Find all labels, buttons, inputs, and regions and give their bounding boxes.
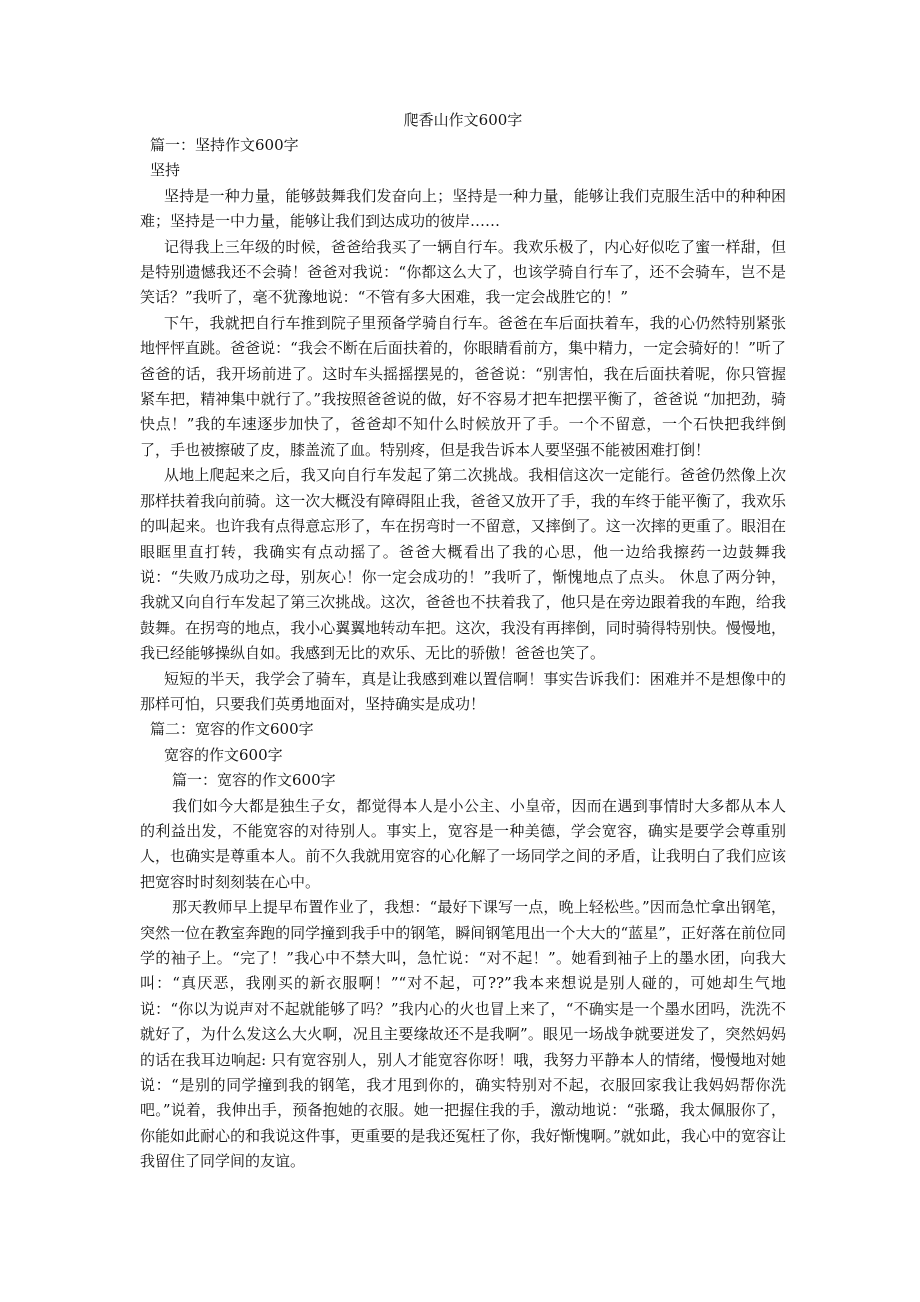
section1-paragraph-4: 从地上爬起来之后，我又向自行车发起了第二次挑战。我相信这次一定能行。爸爸仍然像上次那样扶着我向前骑。这一次大概没有障碍阻止我，爸爸又放开了手，我的车终于能平衡了，我欢乐的叫起来。也许我有点得意忘形了，车在拐弯时一不留意，又摔倒了。这一次摔的更重了。眼泪在眼眶里直打转，我确实有点动摇了。爸爸大概看出了我的心思，他一边给我擦药一边鼓舞我说：“失败乃成功之母，别灰心！你一定会成功的！”我听了，惭愧地点了点头。 休息了两分钟，我就又向自行车发起了第三次挑战。这次，爸爸也不扶着我了，他只是在旁边跟着我的车跑，给我鼓舞。在拐弯的地点，我小心翼翼地转动车把。这次，我没有再摔倒，同时骑得特别快。慢慢地，我已经能够操纵自如。我感到无比的欢乐、无比的骄傲！爸爸也笑了。 — [140, 466, 787, 663]
section2-subtitle: 宽容的作文600字 — [164, 745, 283, 764]
section1-paragraph-2: 记得我上三年级的时候，爸爸给我买了一辆自行车。我欢乐极了，内心好似吃了蜜一样甜，但是特别遗憾我还不会骑！爸爸对我说：“你都这么大了，也该学骑自行车了，还不会骑车，岂不是笑话？”我听了，毫不犹豫地说：“不管有多大困难，我一定会战胜它的！” — [140, 237, 786, 307]
document-title: 爬香山作文600字 — [403, 111, 523, 129]
section1-paragraph-1: 坚持是一种力量，能够鼓舞我们发奋向上；坚持是一种力量，能够让我们克服生活中的种种困难；坚持是一中力量，能够让我们到达成功的彼岸…… — [140, 186, 786, 231]
section1-subtitle: 坚持 — [150, 161, 181, 180]
section1-heading: 篇一：坚持作文600字 — [150, 136, 299, 154]
section2-paragraph-2: 那天教师早上提早布置作业了，我想：“最好下课写一点，晚上轻松些。”因而急忙拿出钢笔，突然一位在教室奔跑的同学撞到我手中的钢笔，瞬间钢笔甩出一个大大的“蓝星”，正好落在前位同学的袖子上。“完了！”我心中不禁大叫，急忙说：“对不起！”。她看到袖子上的墨水团，向我大叫：“真厌恶，我刚买的新衣服啊！”“对不起，可??”我本来想说是别人碰的，可她却生气地说：“你以为说声对不起就能够了吗？”我内心的火也冒上来了，“不确实是一个墨水团吗，洗洗不就好了，为什么发这么大火啊，况且主要缘故还不是我啊”。眼见一场战争就要迸发了，突然妈妈的话在我耳边响起: 只有宽容别人，别人才能宽容你呀！哦，我努力平静本人的情绪，慢慢地对她说：“是别的同学撞到我的钢笔，我才甩到你的，确实特别对不起，衣服回家我让我妈妈帮你洗吧。”说着，我伸出手，预备抱她的衣服。她一把握住我的手，激动地说：“张璐，我太佩服你了，你能如此耐心的和我说这件事，更重要的是我还冤枉了你，我好惭愧啊。”就如此，我心中的宽容让我留住了同学间的友谊。 — [140, 898, 786, 1171]
section2-paragraph-1: 我们如今大都是独生子女，都觉得本人是小公主、小皇帝，因而在遇到事情时大多都从本人的利益出发，不能宽容的对待别人。事实上，宽容是一种美德，学会宽容，确实是要学会尊重别人，也确实是尊重本人。前不久我就用宽容的心化解了一场同学之间的矛盾，让我明白了我们应该把宽容时时刻刻装在心中。 — [140, 796, 786, 891]
document-page — [140, 108, 786, 1175]
section1-paragraph-3: 下午，我就把自行车推到院子里预备学骑自行车。爸爸在车后面扶着车，我的心仍然特别紧张地怦怦直跳。爸爸说：“我会不断在后面扶着的，你眼睛看前方，集中精力，一定会骑好的！”听了爸爸的话，我开场前进了。这时车头摇摇摆晃的，爸爸说：“别害怕，我在后面扶着呢，你只管握紧车把，精神集中就行了。”我按照爸爸说的做，好不容易才把车把摆平衡了，爸爸说 “加把劲，骑快点！”我的车速逐步加快了，爸爸却不知什么时候放开了手。一个不留意，一个石快把我绊倒了，手也被擦破了皮，膝盖流了血。特别疼，但是我告诉本人要坚强不能被困难打倒！ — [140, 313, 786, 459]
section1-paragraph-5: 短短的半天，我学会了骑车，真是让我感到难以置信啊！事实告诉我们：困难并不是想像中的那样可怕，只要我们英勇地面对，坚持确实是成功！ — [140, 669, 786, 713]
section2-subheading: 篇一：宽容的作文600字 — [172, 771, 336, 790]
section2-heading: 篇二：宽容的作文600字 — [150, 720, 314, 739]
